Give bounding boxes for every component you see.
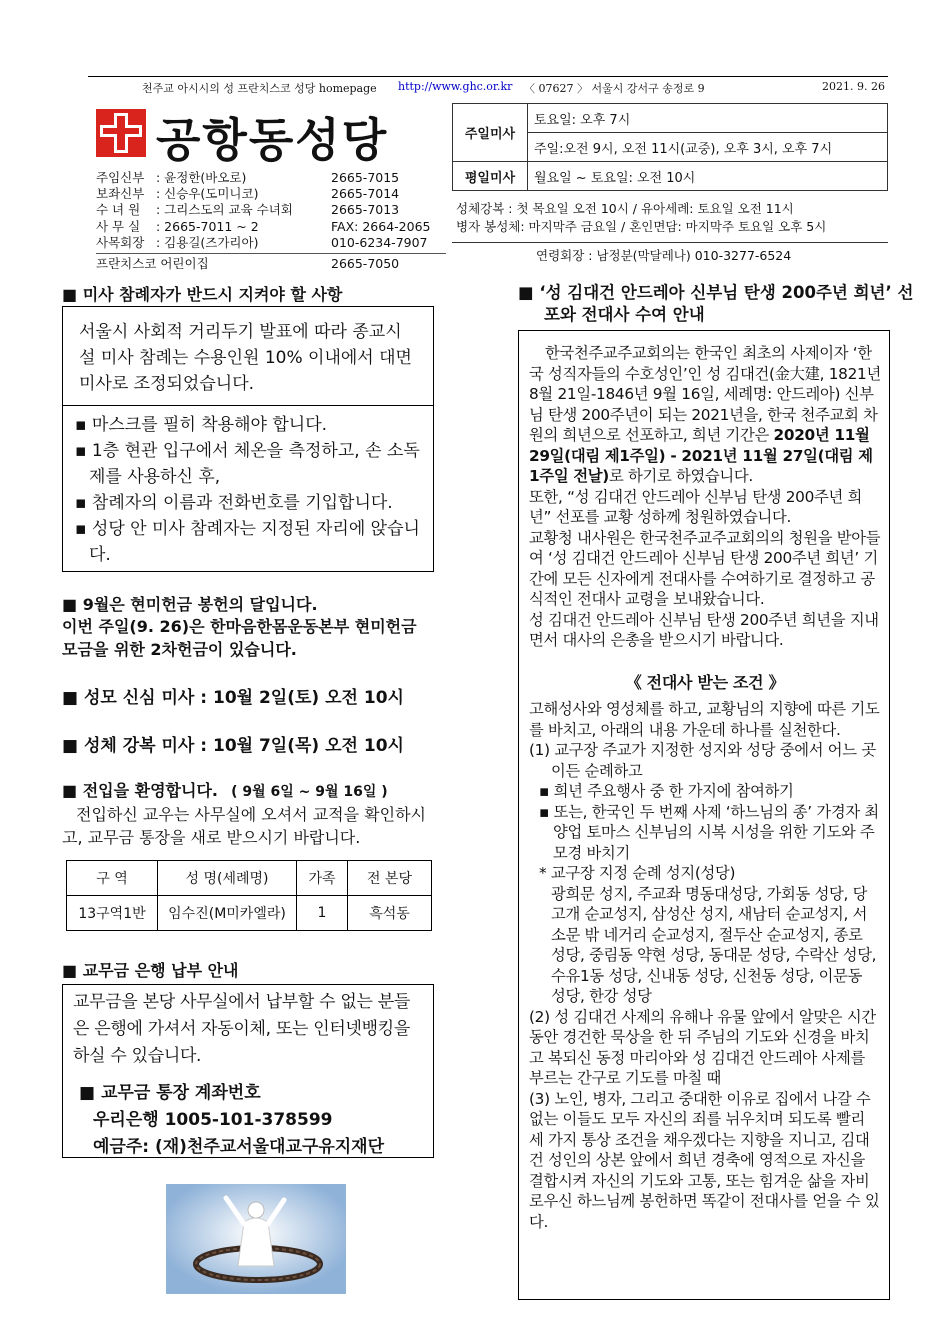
section-heading-marian-mass: ■ 성모 신심 미사 : 10월 2일(토) 오전 10시 — [62, 688, 404, 708]
address: 〈 07627 〉 서울시 강서구 송정로 9 — [524, 82, 705, 95]
section-heading-jubilee: ■ ‘성 김대건 안드레아 신부님 탄생 200주년 희년’ 선포와 전대사 수여 안내 — [518, 283, 914, 324]
list-item: ▪ 1층 현관 입구에서 체온을 측정하고, 손 소독제를 사용하신 후, — [75, 441, 420, 487]
sunday-mass-label: 주일미사 — [453, 104, 528, 162]
jubilee-box: 한국천주교주교회의는 한국인 최초의 사제이자 ‘한국 성직자들의 수호성인’인 성 김대건(金大建, 1821년 8월 21일-1846년 9월 16일, 세례명: 안드레아) 신부님 탄생 200주년이 되는 2021년을, 한국 천주교회 차원의 희년으로 선포하고, 희년 기간은 2020년 11월 29일(대림 제1주일) - 2021년 11월 27일(대림 제1주일 전날)로 하기로 하였습니다. 또한, “성 김대건 안드레아 신부님 탄생 200주년 희년” 선포를 교황 성하께 청원하였습니다. 교황청 내사원은 한국천주교주교회의의 청원을 받아들여 ‘성 김대건 안드레아 신부님 탄생 200주년 희년’ 기간에 모든 신자에게 전대사를 수여하기로 결정하고 공식적인 전대사 교령을 보내왔습니다. 성 김대건 안드레아 신부님 탄생 200주년 희년을 지내면서 대사의 은총을 받으시기 바랍니다. 《 전대사 받는 조건 》 고해성사와 영성체를 하고, 교황님의 지향에 따른 기도를 바치고, 아래의 내용 가운데 하나를 실천한다. (1) 교구장 주교가 지정한 성지와 성당 중에서 어느 곳이든 순례하고 ▪ 희년 주요행사 중 한 가지에 참여하기 ▪ 또는, 한국인 두 번째 사제 ‘하느님의 종’ 가경자 최양업 토마스 신부님의 시복 시성을 위한 기도와 주모경 바치기 * 교구장 지정 순례 성지(성당) 광희문 성지, 주교좌 명동대성당, 가회동 성당, 당고개 순교성지, 삼성산 성지, 새남터 순교성지, 서소문 밖 네거리 순교성지, 절두산 순교성지, 종로 성당, 중림동 약현 성당, 동대문 성당, 수락산 성당, 수유1동 성당, 신내동 성당, 신천동 성당, 이문동 성당, 한강 성당 (2) 성 김대건 사제의 유해나 유물 앞에서 알맞은 시간 동안 경건한 묵상을 한 뒤 주님의 기도와 신경을 바치고 복되신 동정 마리아와 성 김대건 안드레아 사제를 부르는 간구로 기도를 마칠 때 (3) 노인, 병자, 그리고 중대한 이유로 집에서 나갈 수 없는 이들도 모두 자신의 죄를 뉘우치며 되도록 빨리 세 가지 통상 조건을 채우겠다는 지향을 지니고, 김대건 성인의 상본 앞에서 희년 경축에 영적으로 자신을 결합시켜 자신의 기도와 고통, 또는 힘겨운 삶을 자비로우신 하느님께 봉헌하면 똑같이 전대사를 얻을 수 있다. — [518, 330, 890, 1300]
distancing-notice: 서울시 사회적 거리두기 발표에 따라 종교시설 미사 참례는 수용인원 10% 이내에서 대면 미사로 조정되었습니다. — [63, 307, 433, 406]
staff-row: 주임신부 : 윤정한(바오로) 2665-7015 — [96, 170, 400, 185]
funeral-rep: 연령회장 : 남정분(막달레나) 010-3277-6524 — [536, 248, 792, 263]
list-item: ▪ 성당 안 미사 참례자는 지정된 자리에 앉습니다. — [75, 519, 420, 565]
header-divider — [88, 76, 888, 77]
saturday-mass: 토요일: 오후 7시 — [528, 104, 888, 133]
staff-row: 수 녀 원 : 그리스도의 교육 수녀회 2665-7013 — [96, 202, 400, 218]
mass-rules-box — [62, 306, 434, 572]
page-title: 공항동성당 — [156, 113, 389, 167]
list-item: ▪ 마스크를 필히 착용해야 합니다. — [75, 415, 328, 435]
bank-info-box: 교무금을 본당 사무실에서 납부할 수 없는 분들은 은행에 가셔서 자동이체, 또는 인터넷뱅킹을 하실 수 있습니다. ■ 교무금 통장 계좌번호 우리은행 1005-101-378599 예금주: (재)천주교서울대교구유지재단 — [62, 984, 434, 1158]
schedule-divider — [452, 242, 888, 243]
staff-row: 프란치스코 어린이집 2665-7050 — [96, 253, 446, 272]
staff-row: 사목회장 : 김용길(즈가리아) 010-6234-7907 — [96, 234, 428, 250]
sacrament-schedule: 성체강복 : 첫 목요일 오전 10시 / 유아세례: 토요일 오전 11시 병자 봉성체: 마지막주 금요일 / 혼인면담: 마지막주 토요일 오후 5시 — [456, 201, 827, 234]
praying-figure-crown-of-thorns-illustration — [166, 1184, 346, 1294]
pilgrimage-sites: 광희문 성지, 주교좌 명동대성당, 가회동 성당, 당고개 순교성지, 삼성산 성지, 새남터 순교성지, 서소문 밖 네거리 순교성지, 절두산 순교성지, 종로 성당, 중림동 약현 성당, 동대문 성당, 수락산 성당, 수유1동 성당, 신내동 성당, 신천동 성당, 이문동 성당, 한강 성당 — [551, 884, 877, 1005]
weekday-mass: 월요일 ~ 토요일: 오전 10시 — [528, 162, 888, 191]
header-org: 천주교 아시시의 성 프란치스코 성당 homepage — [142, 82, 377, 95]
section-heading-welcome: ■ 전입을 환영합니다. — [62, 781, 218, 800]
weekday-mass-label: 평일미사 — [453, 162, 528, 191]
rice-offering-notice: ■ 9월은 현미헌금 봉헌의 달입니다. 이번 주일(9. 26)은 한마음한몸운동본부 현미헌금 모금을 위한 2차헌금이 있습니다. — [62, 595, 417, 659]
conditions-title: 《 전대사 받는 조건 》 — [625, 672, 785, 692]
section-heading-bank: ■ 교무금 은행 납부 안내 — [62, 961, 239, 980]
church-logo-icon — [94, 107, 148, 159]
staff-row: 보좌신부 : 신승우(도미니코) 2665-7014 — [96, 186, 400, 202]
sunday-mass: 주일:오전 9시, 오전 11시(교중), 오후 3시, 오후 7시 — [528, 133, 888, 162]
staff-directory — [96, 170, 446, 272]
homepage-link[interactable]: http://www.ghc.or.kr — [398, 80, 513, 93]
section-heading-benediction-mass: ■ 성체 강복 미사 : 10월 7일(목) 오전 10시 — [62, 736, 404, 756]
welcome-section: ■ 전입을 환영합니다. ( 9월 6일 ~ 9월 16일 ) 전입하신 교우는 사무실에 오셔서 교적을 확인하시고, 교무금 통장을 새로 받으시기 바랍니다. — [62, 781, 427, 847]
jubilee-p1: 한국천주교주교회의는 한국인 최초의 사제이자 ‘한국 성직자들의 수호성인’인 성 김대건(金大建, 1821년 8월 21일-1846년 9월 16일, 세례명: 안드레아) 신부님 탄생 200주년이 되는 2021년을, 한국 천주교회 차원의 희년으로 선포하고, 희년 기간은 2020년 11월 29일(대림 제1주일) - 2021년 11월 27일(대림 제1주일 전날)로 하기로 하였습니다. — [529, 344, 881, 485]
list-item: ▪ 참례자의 이름과 전화번호를 기입합니다. — [75, 493, 393, 513]
table-row: 13구역1반 임수진(M미카엘라) 1 흑석동 — [67, 896, 432, 931]
section-heading-mass-rules: ■ 미사 참례자가 반드시 지켜야 할 사항 — [62, 285, 343, 304]
staff-row: 사 무 실 : 2665-7011 ~ 2 FAX: 2664-2065 — [96, 218, 431, 234]
transfer-table: 구 역 성 명(세례명) 가족 전 본당 13구역1반 임수진(M미카엘라) 1 흑석동 — [66, 860, 432, 931]
date: 2021. 9. 26 — [822, 80, 885, 93]
mass-schedule-table — [452, 103, 888, 191]
